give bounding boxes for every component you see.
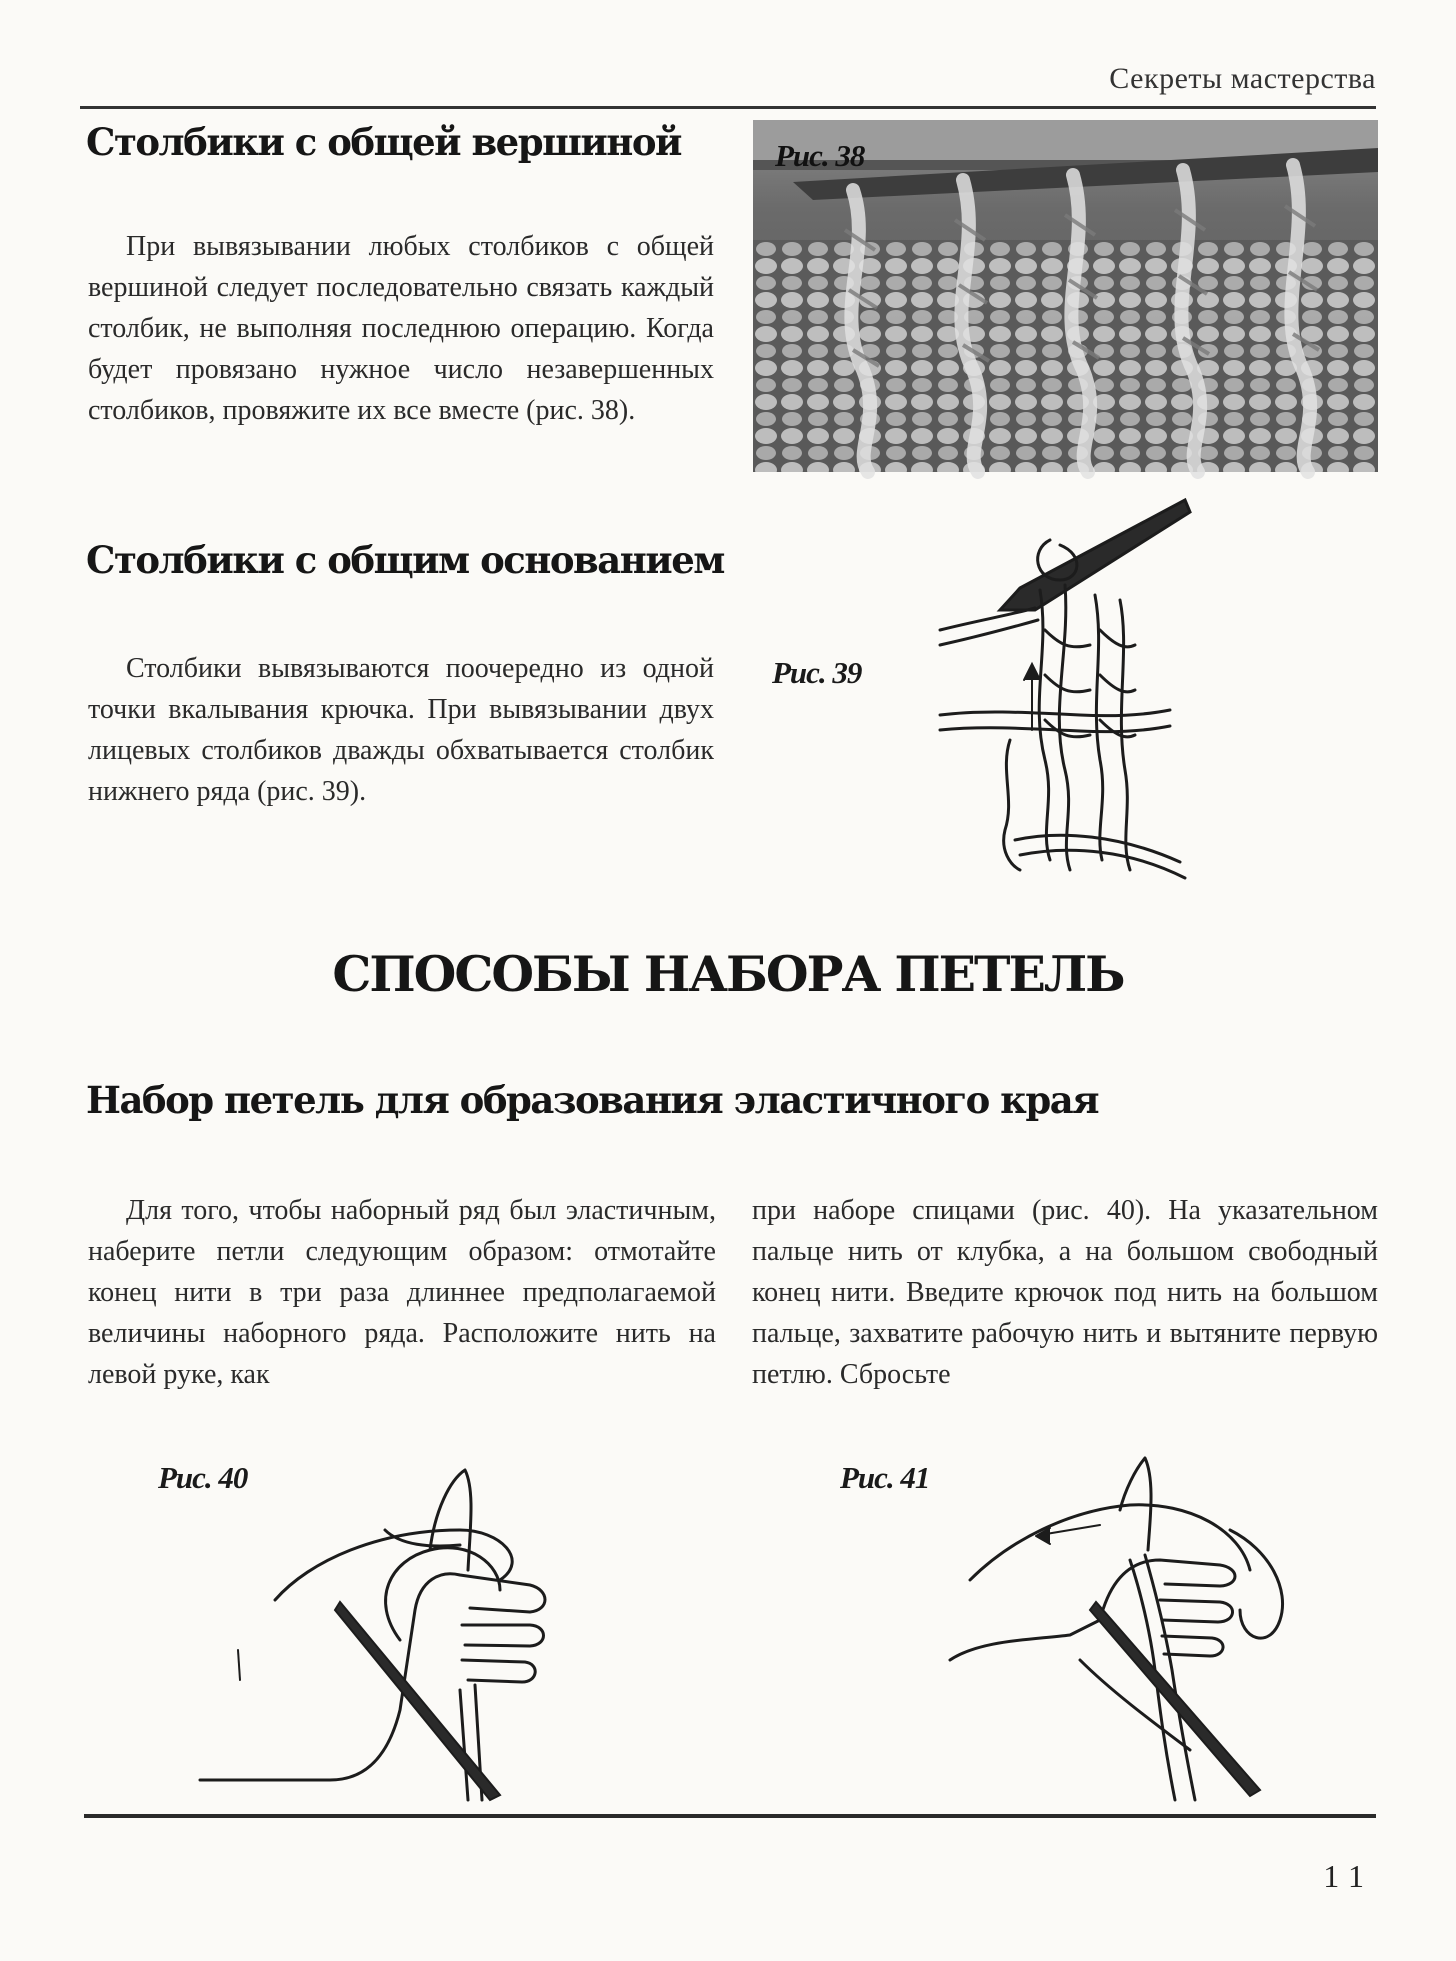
heading-cast-on: Набор петель для образования эластичного края <box>86 1078 1099 1122</box>
figure-40-caption: Рис. 40 <box>158 1460 248 1495</box>
heading-top-vertex: Столбики с общей вершиной <box>86 120 682 164</box>
paragraph-text: При вывязывании любых столбиков с общей вершиной следует последовательно связать каждый столбик, не выполняя последнюю операцию. Когда будет провязано нужное число незавершенных столбиков, провяжите их все вместе (рис. 38). <box>88 231 714 426</box>
figure-39-caption: Рис. 39 <box>772 655 862 690</box>
chapter-title: СПОСОБЫ НАБОРА ПЕТЕЛЬ <box>332 945 1124 1003</box>
paragraph-text: Столбики вывязываются поочередно из одной точки вкалывания крючка. При вывязывании двух лицевых столбиков дважды обхватывается столбик нижнего ряда (рис. 39). <box>88 653 714 807</box>
page-number: 11 <box>1323 1858 1374 1894</box>
figure-38-caption: Рис. 38 <box>775 138 865 173</box>
header-rule <box>80 106 1376 109</box>
heading-common-base: Столбики с общим основанием <box>86 538 724 582</box>
figure-41-caption: Рис. 41 <box>840 1460 930 1495</box>
paragraph-cast-on-col2 <box>752 1190 1378 1395</box>
paragraph-text: при наборе спицами (рис. 40). На указательном пальце нить от клубка, а на большом свободный конец нити. Введите крючок под нить на большом пальце, захватите рабочую нить и вытяните первую петлю. Сбросьте <box>752 1195 1378 1390</box>
paragraph-top-vertex <box>88 226 714 431</box>
running-header: Секреты мастерства <box>1109 62 1376 95</box>
figure-39-drawing <box>920 500 1200 880</box>
figure-40-drawing <box>200 1450 620 1800</box>
figure-41-drawing <box>950 1450 1340 1800</box>
paragraph-text: Для того, чтобы наборный ряд был эластичным, наберите петли следующим образом: отмотайте конец нити в три раза длиннее предполагаемой величины наборного ряда. Расположите нить на левой руке, как <box>88 1195 716 1390</box>
paragraph-common-base <box>88 648 714 812</box>
footer-rule <box>84 1814 1376 1818</box>
paragraph-cast-on-col1 <box>88 1190 716 1395</box>
